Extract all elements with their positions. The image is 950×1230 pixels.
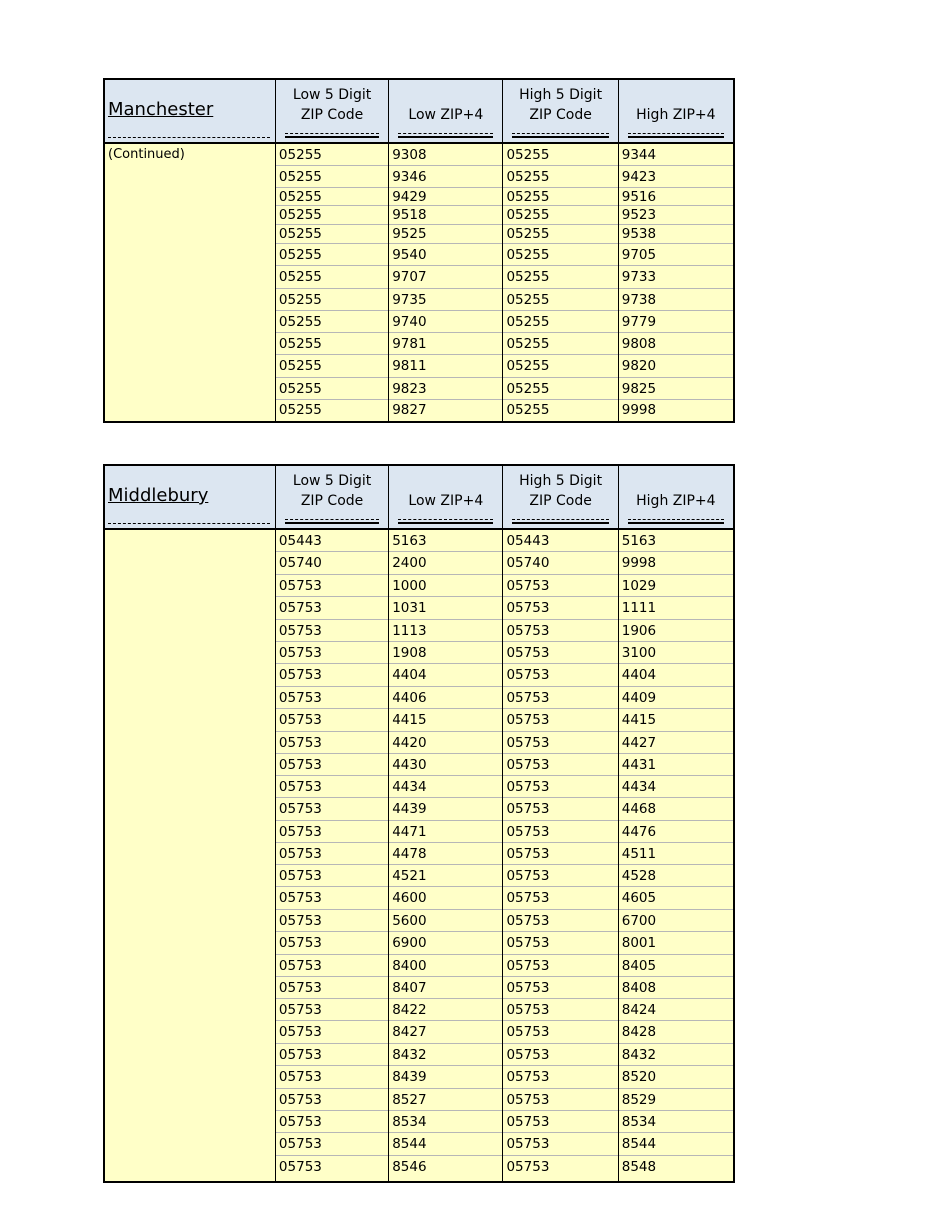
table-cell: 8439 <box>389 1066 502 1089</box>
table-cell: 9308 <box>389 144 502 166</box>
column-header <box>619 466 733 528</box>
table-cell: 05255 <box>503 225 617 244</box>
table-cell: 4409 <box>619 687 733 709</box>
table-cell: 4511 <box>619 843 733 865</box>
city-note <box>105 530 276 1181</box>
table-cell: 8432 <box>389 1044 502 1066</box>
column-header <box>619 80 733 142</box>
table-cell: 9811 <box>389 355 502 378</box>
table-cell: 05753 <box>503 821 617 843</box>
table-cell: 05255 <box>503 244 617 266</box>
table-cell: 05255 <box>276 289 388 311</box>
header-divider <box>285 136 379 138</box>
table-cell: 05753 <box>276 887 388 910</box>
table-cell: 05753 <box>276 709 388 732</box>
table-cell: 9523 <box>619 206 733 225</box>
table-cell: 4478 <box>389 843 502 865</box>
table-cell: 9538 <box>619 225 733 244</box>
table-cell: 05753 <box>503 732 617 754</box>
table-cell: 05255 <box>503 311 617 333</box>
table-cell: 4404 <box>389 664 502 687</box>
table-cell: 1111 <box>619 597 733 620</box>
middlebury-table <box>103 464 735 1183</box>
table-cell: 05753 <box>503 687 617 709</box>
table-cell: 8534 <box>389 1111 502 1133</box>
table-cell: 05255 <box>278 401 322 418</box>
table-cell: 05753 <box>276 664 388 687</box>
header-divider <box>628 136 724 138</box>
table-cell: 05255 <box>503 206 617 225</box>
table-cell: 9808 <box>619 333 733 355</box>
table-cell: 9525 <box>389 225 502 244</box>
city-name: Middlebury <box>108 485 209 506</box>
table-cell: 4431 <box>619 754 733 776</box>
table-cell: 1908 <box>389 642 502 664</box>
table-cell: 05753 <box>276 843 388 865</box>
table-cell: 05753 <box>503 776 617 798</box>
table-cell: 05753 <box>276 999 388 1021</box>
table-cell: 05753 <box>276 1066 388 1089</box>
table-cell: 05255 <box>503 333 617 355</box>
table-cell: 05753 <box>503 754 617 776</box>
table-cell: 8520 <box>619 1066 733 1089</box>
table-cell: 05753 <box>503 620 617 642</box>
column-header-label: High 5 Digit ZIP Code <box>519 473 603 509</box>
table-cell: 9827 <box>392 401 427 418</box>
city-note: (Continued) <box>105 144 276 421</box>
table-cell: 8527 <box>389 1089 502 1111</box>
table-cell: 9705 <box>619 244 733 266</box>
table-cell: 8544 <box>619 1133 733 1156</box>
table-column <box>389 144 503 421</box>
table-body <box>105 530 733 1181</box>
table-cell: 8529 <box>619 1089 733 1111</box>
table-cell: 9346 <box>389 166 502 188</box>
table-cell: 05255 <box>276 266 388 289</box>
table-cell: 05753 <box>503 1111 617 1133</box>
table-cell: 05753 <box>276 1044 388 1066</box>
table-cell: 05255 <box>276 225 388 244</box>
table-cell: 05753 <box>503 865 617 887</box>
table-cell: 05753 <box>276 798 388 821</box>
column-header-label: High ZIP+4 <box>636 107 716 123</box>
table-cell: 05255 <box>276 166 388 188</box>
table-cell: 05753 <box>506 1159 550 1175</box>
table-cell: 1906 <box>619 620 733 642</box>
header-divider <box>512 522 608 524</box>
table-cell: 05255 <box>503 188 617 206</box>
table-cell: 9733 <box>619 266 733 289</box>
table-cell: 05753 <box>276 955 388 977</box>
table-column <box>503 144 618 421</box>
table-cell: 05740 <box>503 552 617 575</box>
table-cell: 9820 <box>619 355 733 378</box>
table-cell: 8534 <box>619 1111 733 1133</box>
table-cell: 05255 <box>503 166 617 188</box>
table-cell: 9740 <box>389 311 502 333</box>
table-cell: 4415 <box>389 709 502 732</box>
table-cell: 1031 <box>389 597 502 620</box>
table-cell: 05753 <box>503 664 617 687</box>
table-cell: 05753 <box>276 821 388 843</box>
table-cell: 05255 <box>503 355 617 378</box>
table-cell: 4415 <box>619 709 733 732</box>
table-cell: 05753 <box>503 999 617 1021</box>
table-cell: 05753 <box>276 687 388 709</box>
table-cell: 05255 <box>276 311 388 333</box>
table-cell: 05753 <box>276 932 388 955</box>
table-cell: 05753 <box>276 776 388 798</box>
table-cell: 05753 <box>276 1089 388 1111</box>
table-cell: 05753 <box>276 865 388 887</box>
table-cell: 05753 <box>276 642 388 664</box>
table-cell: 9825 <box>619 378 733 400</box>
table-cell: 8405 <box>619 955 733 977</box>
table-cell: 05255 <box>276 144 388 166</box>
table-cell: 05753 <box>503 798 617 821</box>
table-cell: 1029 <box>619 575 733 597</box>
header-divider <box>628 522 724 524</box>
column-header-label: Low 5 Digit ZIP Code <box>292 473 372 509</box>
table-cell: 05443 <box>276 530 388 552</box>
table-cell: 8400 <box>389 955 502 977</box>
column-header-label: High 5 Digit ZIP Code <box>519 87 603 123</box>
table-cell: 9823 <box>389 378 502 400</box>
table-cell: 05255 <box>276 378 388 400</box>
city-name-header <box>105 466 276 528</box>
table-cell: 05753 <box>503 910 617 932</box>
table-cell: 05753 <box>276 1111 388 1133</box>
table-cell: 05255 <box>276 188 388 206</box>
table-cell: 05753 <box>276 910 388 932</box>
table-cell: 9738 <box>619 289 733 311</box>
table-cell: 4427 <box>619 732 733 754</box>
column-header <box>276 466 389 528</box>
table-cell: 05753 <box>276 732 388 754</box>
table-cell: 4406 <box>389 687 502 709</box>
table-column <box>389 530 503 1181</box>
table-cell: 4434 <box>389 776 502 798</box>
table-cell: 4476 <box>619 821 733 843</box>
table-cell: 4605 <box>619 887 733 910</box>
column-header <box>276 80 389 142</box>
table-cell: 9998 <box>621 401 657 418</box>
table-cell: 05753 <box>276 1133 388 1156</box>
table-cell: 8424 <box>619 999 733 1021</box>
table-cell: 05753 <box>503 709 617 732</box>
column-header-label: High ZIP+4 <box>636 493 716 509</box>
table-cell: 9781 <box>389 333 502 355</box>
table-cell: 9518 <box>389 206 502 225</box>
table-cell: 05753 <box>503 977 617 999</box>
table-cell: 8408 <box>619 977 733 999</box>
column-header-label: Low 5 Digit ZIP Code <box>292 87 372 123</box>
table-cell: 9779 <box>619 311 733 333</box>
table-cell: 4420 <box>389 732 502 754</box>
table-cell: 05753 <box>503 575 617 597</box>
table-column <box>276 530 389 1181</box>
column-header-label: Low ZIP+4 <box>408 107 484 123</box>
table-column <box>619 530 733 1181</box>
table-cell: 9735 <box>389 289 502 311</box>
table-cell: 6900 <box>389 932 502 955</box>
table-cell: 05255 <box>503 144 617 166</box>
table-cell: 9344 <box>619 144 733 166</box>
table-cell: 1113 <box>389 620 502 642</box>
table-cell: 05753 <box>278 1159 322 1175</box>
table-cell: 9540 <box>389 244 502 266</box>
table-cell: 05255 <box>276 206 388 225</box>
table-cell: 8427 <box>389 1021 502 1044</box>
table-cell: 05753 <box>276 597 388 620</box>
table-cell: 4430 <box>389 754 502 776</box>
table-cell: 4528 <box>619 865 733 887</box>
table-cell: 4468 <box>619 798 733 821</box>
table-cell: 05255 <box>506 401 550 418</box>
column-header <box>503 466 618 528</box>
table-cell: 05753 <box>503 597 617 620</box>
table-cell: 8001 <box>619 932 733 955</box>
table-cell: 6700 <box>619 910 733 932</box>
column-header <box>389 80 503 142</box>
table-cell: 4600 <box>389 887 502 910</box>
table-cell: 9707 <box>389 266 502 289</box>
table-cell: 8432 <box>619 1044 733 1066</box>
table-cell: 05753 <box>503 1089 617 1111</box>
table-cell: 9429 <box>389 188 502 206</box>
table-column <box>619 144 733 421</box>
table-cell: 05753 <box>503 955 617 977</box>
table-cell: 05753 <box>503 1044 617 1066</box>
table-column <box>503 530 618 1181</box>
table-cell: 4434 <box>619 776 733 798</box>
city-name-header <box>105 80 276 142</box>
table-cell: 4439 <box>389 798 502 821</box>
table-cell: 05753 <box>276 977 388 999</box>
table-cell: 9998 <box>619 552 733 575</box>
table-cell: 8546 <box>392 1159 427 1175</box>
table-cell: 05753 <box>276 754 388 776</box>
table-cell: 8428 <box>619 1021 733 1044</box>
header-divider <box>398 522 493 524</box>
table-cell: 5163 <box>389 530 502 552</box>
table-cell: 05255 <box>503 266 617 289</box>
table-body <box>105 144 733 421</box>
header-divider <box>512 136 608 138</box>
table-cell: 05753 <box>276 575 388 597</box>
table-cell: 05255 <box>503 378 617 400</box>
table-cell: 05753 <box>503 1133 617 1156</box>
table-cell: 5163 <box>619 530 733 552</box>
column-header-label: Low ZIP+4 <box>408 493 484 509</box>
table-cell: 3100 <box>619 642 733 664</box>
table-cell: 8422 <box>389 999 502 1021</box>
table-cell: 2400 <box>389 552 502 575</box>
table-cell: 05753 <box>276 620 388 642</box>
table-cell: 4521 <box>389 865 502 887</box>
table-cell: 8407 <box>389 977 502 999</box>
table-cell: 05753 <box>503 932 617 955</box>
table-cell: 05255 <box>276 355 388 378</box>
manchester-table <box>103 78 735 423</box>
table-cell: 4404 <box>619 664 733 687</box>
table-header <box>105 466 733 530</box>
table-cell: 05255 <box>503 289 617 311</box>
table-cell: 05753 <box>503 1021 617 1044</box>
table-cell: 05753 <box>503 843 617 865</box>
table-cell: 8544 <box>389 1133 502 1156</box>
table-column <box>276 144 389 421</box>
table-cell: 1000 <box>389 575 502 597</box>
table-cell: 9516 <box>619 188 733 206</box>
table-header <box>105 80 733 144</box>
table-cell: 05753 <box>276 1021 388 1044</box>
table-cell: 05255 <box>276 333 388 355</box>
header-divider <box>285 522 379 524</box>
table-cell: 05443 <box>503 530 617 552</box>
header-divider <box>398 136 493 138</box>
table-cell: 05753 <box>503 887 617 910</box>
table-cell: 05753 <box>503 642 617 664</box>
table-cell: 9423 <box>619 166 733 188</box>
column-header <box>503 80 618 142</box>
table-cell: 05753 <box>503 1066 617 1089</box>
table-cell: 8548 <box>621 1159 657 1175</box>
column-header <box>389 466 503 528</box>
city-name: Manchester <box>108 99 214 120</box>
table-cell: 05740 <box>276 552 388 575</box>
table-cell: 5600 <box>389 910 502 932</box>
table-cell: 05255 <box>276 244 388 266</box>
table-cell: 4471 <box>389 821 502 843</box>
